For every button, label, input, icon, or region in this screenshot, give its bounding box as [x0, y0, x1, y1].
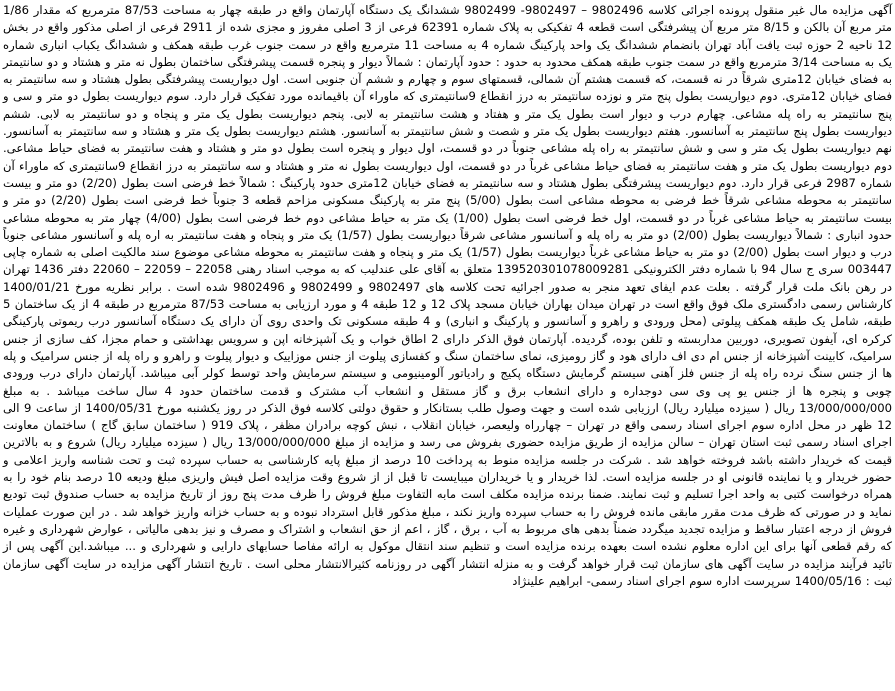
auction-notice-text: آگهی مزایده مال غیر منقول پرونده اجرائی کلاسه 9802496 – 9802497- 9802499 ششدانگ یک دستگاه آپارتمان واقع در طبقه چهار به مساحت 87/53 مترمربع که مقدار 1/86 متر مربع آن بالکن و 8/15 متر مربع آن پیشرفتگی است قطعه 4 تفکیکی به پلاک شماره 62391 فرعی از 3 اصلی مفروز و مجزی شده از 2911 فرعی از اصلی مذکور واقع در بخش 12 ناحیه 2 حوزه ثبت یافت آباد تهران بانضمام ششدانگ یک واحد پارکینگ شماره 4 به مساحت 11 مترمربع واقع در سمت جنوب غرب طبقه همکف و ششدانگ یکباب انباری شماره یک به مساحت 3/14 مترمربع واقع در سمت جنوب طبقه همکف محدود به حدود : حدود آپارتمان : شمالاً دیوار و پنجره قسمت پیشرفتگی ساختمان بطول نه متر و هشتاد و دو سانتیمتر به فضای خیابان 12متری شرقاً در نه قسمت، که قسمت هشتم آن شمالی، قسمتهای سوم و چهارم و ششم آن جنوبی است. اول دیواریست پیشرفتگی بطول هشتاد و سه سانتیمتر به فضای خیابان 12متری. دوم دیواریست بطول پنج متر و نوزده سانتیمتر به درز انقطاع 9سانتیمتری که ماوراء آن باقیمانده مورد تفکیک قرار دارد. سوم دیواریست بطول دو متر و سی و پنج سانتیمتر به راه پله مشاعی. چهارم درب و دیوار است بطول یک متر و هفتاد و هشت سانتیمتر به لابی. پنجم دیواریست بطول یک متر و پنجاه و دو سانتیمتر به لابی. ششم دیواریست بطول پنج سانتیمتر به آسانسور. هفتم دیواریست بطول یک متر و شصت و شش سانتیمتر به آسانسور. هشتم دیواریست بطول یک متر و هشتاد و سه سانتیمتر به آسانسور. نهم دیواریست بطول یک متر و سی و شش سانتیمتر به راه پله مشاعی جنوباً در دو قسمت، اول دیوار و پنجره است بطول دو متر و هشتاد و هفت سانتیمتر به فضای حیاط مشاعی. دوم دیواریست بطول یک متر و هفت سانتیمتر به فضای حیاط مشاعی غرباً در دو قسمت، اول دیواریست بطول نه متر و هشتاد و سه سانتیمتر به درز انقطاع 9سانتیمتری که ماوراء آن شماره 2987 فرعی قرار دارد. دوم دیواریست پیشرفتگی بطول هشتاد و سه سانتیمتر به فضای خیابان 12متری حدود پارکینگ : شمالاً خط فرضی است بطول (2/20) دو متر و بیست سانتیمتر به محوطه مشاعی شرقاً خط فرضی به محوطه مشاعی است بطول (5/00) پنج متر به پارکینگ مسکونی مزاحم قطعه 3 جنوباً خط فرضی است بطول (2/20) دو متر و بیست سانتیمتر به حیاط مشاعی غرباً در دو قسمت، اول خط فرضی است بطول (1/00) یک متر به حیاط مشاعی دوم خط فرضی است بطول (4/00) چهار متر به محوطه مشاعی حدود انباری : شمالاً دیواریست بطول (2/00) دو متر به راه پله و آسانسور مشاعی شرقاً دیواریست بطول (1/57) یک متر و پنجاه و هفت سانتیمتر به اره پله و آسانسور مشاعی جنوباً درب و دیوار است بطول (2/00) دو متر به حیاط مشاعی غرباً دیواریست بطول (1/57) یک متر و پنجاه و هفت سانتیمتر به محوطه مشاعی موضوع سند مالکیت اصلی به شماره چاپی 003447 سری ج سال 94 با شماره دفتر الکترونیکی 139520301078009281 متعلق به آقای علی عندلیب که به موجب اسناد رهنی 22058 – 22059 – 22060 دفتر 1436 تهران در رهن بانک ملت قرار گرفته . بعلت عدم ایفای تعهد منجر به صدور اجرائیه تحت کلاسه های 9802497 و 9802499 و 9802496 شده است . برابر نظریه مورخ 1400/01/21 کارشناس رسمی دادگستری ملک فوق واقع است در تهران میدان بهاران خیابان مسجد پلاک 12 و 12 طبقه 4 و مورد ارزیابی به مساحت 87/53 مترمربع در طبقه 4 از یک ساختمان 5 طبقه، شامل یک طبقه همکف پیلوتی (محل ورودی و راهرو و آسانسور و پارکینگ و انباری) و 4 طبقه مسکونی تک واحدی روی آن دارای یک دستگاه آسانسور درب ریموتی پارکینگی کرکره ای، آیفون تصویری، دوربین مداربسته و تلفن بوده، گردیده. آپارتمان فوق الذکر دارای 2 اطاق خواب و یک آشپزخانه اپن و سرویس بهداشتی و حمام مجزا، کف سازی از جنس سرامیک، کابینت آشپزخانه از جنس ام دی اف دارای هود و گاز رومیزی، نمای ساختمان سنگ و کفسازی پیلوت از جنس موزاییک و دیوار پیلوت و راهرو و راه پله از جنس سرامیک و پله ها از جنس سنگ نرده راه پله از جنس فلز آهنی سیستم گرمایش دستگاه پکیج و رادیاتور آلومینیومی و سیستم سرمایش واحد توسط کولر آبی میباشد. آپارتمان دارای درب ورودی چوبی و پنجره ها از جنس یو پی وی سی دوجداره و دارای انشعاب برق و گاز مستقل و انشعاب آب مشترک و قدمت ساختمان حدود 4 سال ساخت میباشد . به مبلغ 13/000/000/000 ریال ( سیزده میلیارد ریال) ارزیابی شده است و جهت وصول طلب بستانکار و حقوق دولتی کلاسه فوق الذکر در روز یکشنبه مورخ 1400/05/31 از ساعت 9 الی 12 ظهر در محل اداره سوم اجرای اسناد رسمی واقع در تهران – چهارراه ولیعصر، خیابان انقلاب ، نبش کوچه برادران مظفر ، پلاک 919 ( ساختمان سابق گاج ) ساختمان معاونت اجرای اسناد رسمی ثبت استان تهران – سالن مزایده از طریق مزایده حضوری بفروش می رسد و مزایده از مبلغ 13/000/000/000 ریال ( سیزده میلیارد ریال) شروع و به بالاترین قیمت که خریدار داشته باشد فروخته خواهد شد . شرکت در جلسه مزایده منوط به پرداخت 10 درصد از مبلغ پایه کارشناسی به حساب سپرده ثبت و تحت شناسه واریز اعلامی و حضور خریدار و یا نماینده قانونی او در جلسه مزایده است. لذا خریدار و یا خریداران میبایست تا قبل از از شروع وقت مزایده اصل فیش واریزی مبلغ ودیعه 10 درصد بنام خود را به همراه درخواست کتبی به واحد اجرا تسلیم و ثبت نمایند. ضمنا برنده مزایده مکلف است مابه التفاوت مبلغ فروش را ظرف مدت پنج روز از تاریخ مزایده به حساب صندوق ثبت تودیع نماید و در صورتی که ظرف مدت مقرر مابقی مانده فروش را به حساب سپرده واریز نکند ، مبلغ مذکور قابل استرداد نبوده و به حساب خزانه واریز خواهد شد . در این صورت عملیات فروش از درجه اعتبار ساقط و مزایده تجدید میگردد ضمناً بدهی های مربوط به آب ، برق ، گاز ، اعم از حق انشعاب و اشتراک و مصرف و نیز بدهی مالیاتی ، عوارض شهرداری و غیره که رقم قطعی آنها برای این اداره معلوم نشده است بعهده برنده مزایده است و تنظیم سند انتقال موکول به ارائه مفاصا حسابهای دارایی و شهرداری و ... میباشد.این آگهی پس از تائید فرآیند مزایده در سایت آگهی های سازمان ثبت قرار خواهد گرفت و به منزله انتشار آگهی در روزنامه کثیرالانتشار محلی است . تاریخ انتشار آگهی مزایده در سایت آگهی سازمان ثبت : 1400/05/16 سرپرست اداره سوم اجرای اسناد رسمی- ابراهیم علینژاد: [3, 3, 893, 588]
